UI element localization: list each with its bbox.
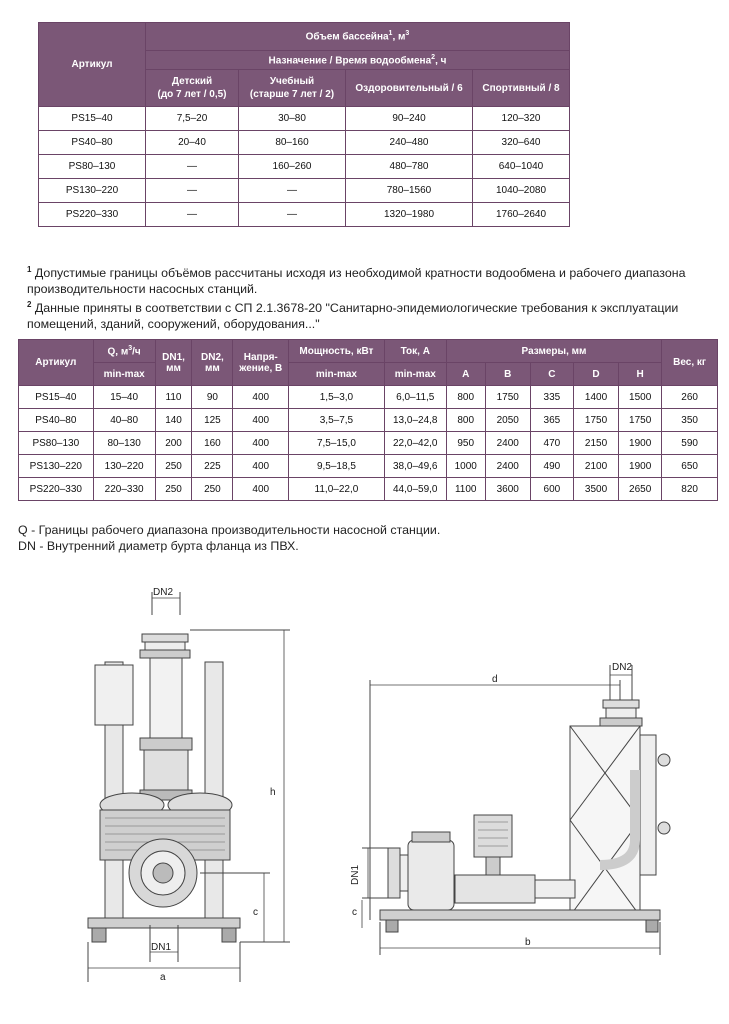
weight-cell: 260 (662, 386, 718, 409)
dn1-cell: 140 (155, 409, 192, 432)
size-h-cell: 1900 (619, 455, 662, 478)
volume-cell: 30–80 (239, 107, 346, 131)
purpose-header: Назначение / Время водообмена$^2$, ч (146, 51, 570, 70)
article-cell: PS40–80 (39, 131, 146, 155)
size-a-cell: 950 (446, 432, 485, 455)
volume-header: Объем бассейна$^1$, $м^3$ (146, 23, 570, 51)
side-dn1-label: DN1 (350, 864, 361, 885)
size-b-cell: 2400 (485, 432, 530, 455)
dn2-cell: 225 (192, 455, 233, 478)
pump-station-drawing (0, 570, 729, 1024)
side-view (350, 662, 670, 955)
article-cell: PS15–40 (39, 107, 146, 131)
col-wellness-header: Оздоровительный / 6 (346, 70, 473, 107)
q-cell: 80–130 (93, 432, 155, 455)
voltage-cell: 400 (233, 386, 289, 409)
size-h-cell: 2650 (619, 478, 662, 501)
volume-cell: 20–40 (146, 131, 239, 155)
article-cell: PS80–130 (19, 432, 94, 455)
current-cell: 22,0–42,0 (384, 432, 446, 455)
dn1-cell: 250 (155, 478, 192, 501)
article-cell: PS220–330 (19, 478, 94, 501)
table-row (19, 386, 718, 409)
size-c-cell: 365 (530, 409, 573, 432)
side-c-label: c (352, 907, 357, 918)
size-d-cell: 2150 (573, 432, 618, 455)
dn1-cell: 200 (155, 432, 192, 455)
q-cell: 15–40 (93, 386, 155, 409)
size-b-header: B (485, 363, 530, 386)
col-current-header: Ток, А (384, 340, 446, 363)
size-d-cell: 3500 (573, 478, 618, 501)
size-b-cell: 2400 (485, 455, 530, 478)
dn1-cell: 110 (155, 386, 192, 409)
q-cell: 130–220 (93, 455, 155, 478)
power-cell: 3,5–7,5 (289, 409, 385, 432)
dn2-cell: 160 (192, 432, 233, 455)
side-d-label: d (492, 674, 498, 685)
size-c-cell: 490 (530, 455, 573, 478)
volume-cell: 160–260 (239, 155, 346, 179)
weight-cell: 820 (662, 478, 718, 501)
front-view (88, 587, 290, 983)
size-b-cell: 2050 (485, 409, 530, 432)
size-b-cell: 1750 (485, 386, 530, 409)
front-a-label: a (160, 972, 166, 983)
size-a-cell: 800 (446, 409, 485, 432)
article-cell: PS40–80 (19, 409, 94, 432)
size-a-cell: 1100 (446, 478, 485, 501)
side-b-label: b (525, 937, 531, 948)
front-dn2-label: DN2 (153, 587, 174, 598)
dn2-cell: 90 (192, 386, 233, 409)
col-dn1-header: DN1, мм (155, 340, 192, 386)
volume-cell: — (146, 203, 239, 227)
weight-cell: 650 (662, 455, 718, 478)
size-c-header: C (530, 363, 573, 386)
footnotes (27, 262, 717, 332)
col-dn2-header: DN2, мм (192, 340, 233, 386)
article-cell: PS130–220 (39, 179, 146, 203)
front-c-label: c (253, 907, 258, 918)
front-dn1-label: DN1 (151, 942, 172, 953)
power-minmax-header: min-max (289, 363, 385, 386)
size-a-cell: 1000 (446, 455, 485, 478)
dn2-cell: 250 (192, 478, 233, 501)
footnote-2: $^2$ Данные приняты в соответствии с СП 2.1.3678-20 "Санитарно-эпидемиологические требования к эксплуатации помещений, зданий, сооружений, оборудования..." (27, 300, 679, 332)
col-sport-header: Спортивный / 8 (473, 70, 570, 107)
col-power-header: Мощность, кВт (289, 340, 385, 363)
table-row (19, 478, 718, 501)
size-b-cell: 3600 (485, 478, 530, 501)
volume-cell: — (146, 179, 239, 203)
col-sizes-header: Размеры, мм (446, 340, 661, 363)
size-c-cell: 335 (530, 386, 573, 409)
size-a-header: A (446, 363, 485, 386)
q-cell: 40–80 (93, 409, 155, 432)
weight-cell: 590 (662, 432, 718, 455)
pump-station-specs-table (18, 339, 718, 501)
table-row (39, 155, 570, 179)
volume-cell: 1040–2080 (473, 179, 570, 203)
abbreviation-notes (18, 522, 708, 554)
volume-cell: 240–480 (346, 131, 473, 155)
volume-cell: 1760–2640 (473, 203, 570, 227)
volume-cell: 120–320 (473, 107, 570, 131)
side-dn2-label: DN2 (612, 662, 633, 673)
dn2-cell: 125 (192, 409, 233, 432)
article-cell: PS220–330 (39, 203, 146, 227)
table-row (19, 409, 718, 432)
volume-cell: — (239, 203, 346, 227)
q-minmax-header: min-max (93, 363, 155, 386)
current-cell: 38,0–49,6 (384, 455, 446, 478)
col-q-header: Q, $м^3/ч$ (93, 340, 155, 363)
volume-cell: 640–1040 (473, 155, 570, 179)
current-cell: 13,0–24,8 (384, 409, 446, 432)
volume-cell: 480–780 (346, 155, 473, 179)
table-row (39, 179, 570, 203)
power-cell: 11,0–22,0 (289, 478, 385, 501)
col-training-header: Учебный (старше 7 лет / 2) (239, 70, 346, 107)
table-row (39, 107, 570, 131)
dn-note: DN - Внутренний диаметр бурта фланца из ПВХ. (18, 539, 299, 553)
volume-cell: 7,5–20 (146, 107, 239, 131)
size-a-cell: 800 (446, 386, 485, 409)
volume-cell: 320–640 (473, 131, 570, 155)
article-cell: PS130–220 (19, 455, 94, 478)
size-d-cell: 1400 (573, 386, 618, 409)
size-d-cell: 2100 (573, 455, 618, 478)
front-h-label: h (270, 787, 276, 798)
volume-cell: 90–240 (346, 107, 473, 131)
volume-cell: — (239, 179, 346, 203)
volume-cell: 80–160 (239, 131, 346, 155)
current-minmax-header: min-max (384, 363, 446, 386)
power-cell: 9,5–18,5 (289, 455, 385, 478)
size-h-cell: 1500 (619, 386, 662, 409)
current-cell: 44,0–59,0 (384, 478, 446, 501)
weight-cell: 350 (662, 409, 718, 432)
q-cell: 220–330 (93, 478, 155, 501)
article-cell: PS15–40 (19, 386, 94, 409)
size-h-cell: 1750 (619, 409, 662, 432)
voltage-cell: 400 (233, 478, 289, 501)
volume-cell: 780–1560 (346, 179, 473, 203)
q-note: Q - Границы рабочего диапазона производительности насосной станции. (18, 523, 441, 537)
col-voltage-header: Напря-жение, В (233, 340, 289, 386)
current-cell: 6,0–11,5 (384, 386, 446, 409)
table-row (39, 203, 570, 227)
dn1-cell: 250 (155, 455, 192, 478)
volume-cell: — (146, 155, 239, 179)
voltage-cell: 400 (233, 409, 289, 432)
size-d-cell: 1750 (573, 409, 618, 432)
col-article-header: Артикул (39, 23, 146, 107)
col-article-header: Артикул (19, 340, 94, 386)
size-c-cell: 600 (530, 478, 573, 501)
size-d-header: D (573, 363, 618, 386)
footnote-1: $^1$ Допустимые границы объёмов рассчитаны исходя из необходимой кратности водообмена и рабочего диапазона производительности насосных станций. (27, 265, 686, 297)
table-row (19, 432, 718, 455)
article-cell: PS80–130 (39, 155, 146, 179)
power-cell: 1,5–3,0 (289, 386, 385, 409)
table-row (39, 131, 570, 155)
pool-volume-table (38, 22, 570, 227)
size-h-cell: 1900 (619, 432, 662, 455)
power-cell: 7,5–15,0 (289, 432, 385, 455)
col-weight-header: Вес, кг (662, 340, 718, 386)
voltage-cell: 400 (233, 432, 289, 455)
volume-cell: 1320–1980 (346, 203, 473, 227)
voltage-cell: 400 (233, 455, 289, 478)
col-children-header: Детский (до 7 лет / 0,5) (146, 70, 239, 107)
table-row (19, 455, 718, 478)
size-c-cell: 470 (530, 432, 573, 455)
size-h-header: H (619, 363, 662, 386)
